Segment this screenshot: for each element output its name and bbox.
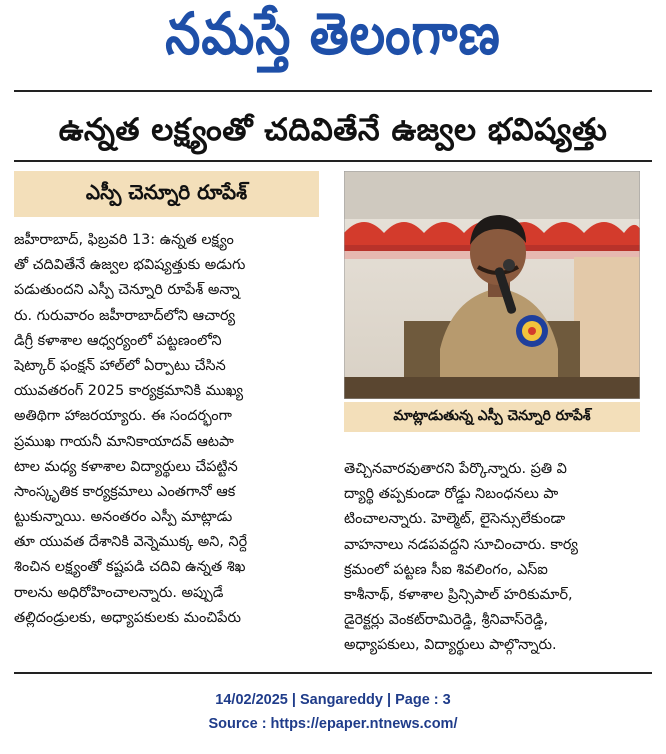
body-line: యువతరంగ్ 2025 కార్యక్రమానికి ముఖ్య xyxy=(14,383,244,400)
body-line: శించిన లక్ష్యంతో కష్టపడి చదివి ఉన్నత శిఖ xyxy=(14,559,246,576)
headline-rule xyxy=(14,160,652,162)
body-line: ప్రముఖ గాయనీ మానికాయాదవ్ ఆటపా xyxy=(14,433,234,450)
article-photo xyxy=(344,171,640,399)
body-line: తో చదివితేనే ఉజ్వల భవిష్యత్తుకు అడుగు xyxy=(14,257,246,274)
footer-date-edition: 14/02/2025 | Sangareddy | Page : 3 xyxy=(215,692,451,708)
body-line: వాహనాలు నడపవద్దని సూచించారు. కార్య xyxy=(344,536,578,553)
body-line: సాంస్కృతిక కార్యక్రమాలు ఎంతగానో ఆక xyxy=(14,483,236,500)
body-line: కాశీనాథ్, కళాశాల ప్రిన్సిపాల్ హరికుమార్, xyxy=(344,586,573,603)
body-line: క్రమంలో పట్టణ సీఐ శివలింగం, ఎస్ఐ xyxy=(344,561,548,578)
body-line: అతిథిగా హాజరయ్యారు. ఈ సందర్భంగా xyxy=(14,408,232,425)
body-line: జహీరాబాద్, ఫిబ్రవరి 13: ఉన్నత లక్ష్యం xyxy=(14,232,234,248)
body-line: తూ యువత దేశానికి వెన్నెముక్క అని, నిర్దే xyxy=(14,534,248,551)
footer-source: Source : https://epaper.ntnews.com/ xyxy=(208,716,458,732)
masthead-title: నమస్తే తెలంగాణ xyxy=(165,0,501,68)
headline: ఉన్నత లక్ష్యంతో చదివితేనే ఉజ్వల భవిష్యత్తు xyxy=(58,112,608,148)
masthead xyxy=(0,0,666,82)
top-rule xyxy=(14,90,652,92)
body-line: టాల మధ్య కళాశాల విద్యార్థులు చేపట్టిన xyxy=(14,458,238,475)
body-line: డిగ్రీ కళాశాల ఆధ్వర్యంలో పట్టణంలోని xyxy=(14,332,222,349)
body-line: రాలను అధిరోహించాలన్నారు. అప్పుడే xyxy=(14,584,224,601)
right-column xyxy=(344,457,654,659)
body-line: ద్యార్థి తప్పకుండా రోడ్డు నిబంధనలు పా xyxy=(344,486,559,503)
body-line: టించాలన్నారు. హెల్మెట్, లైసెన్సులేకుండా xyxy=(344,511,566,528)
body-line: డైరెక్టర్లు వెంకట్‌రామిరెడ్డి, శ్రీనివాస్‌రెడ్డి, xyxy=(344,612,549,629)
body-line: షెట్కార్ ఫంక్షన్ హాల్‌లో ఏర్పాటు చేసిన xyxy=(14,357,226,374)
body-line: అధ్యాపకులు, విద్యార్థులు పాల్గొన్నారు. xyxy=(344,637,557,654)
body-line: పడుతుందని ఎస్పీ చెన్నూరి రూపేశ్ అన్నా xyxy=(14,282,240,299)
left-column xyxy=(14,228,320,631)
byline: ఎస్పీ చెన్నూరి రూపేశ్ xyxy=(14,171,319,217)
speaker-photo-illustration xyxy=(344,171,640,399)
photo-caption: మాట్లాడుతున్న ఎస్పీ చెన్నూరి రూపేశ్ xyxy=(344,402,640,432)
body-line: తల్లిదండ్రులకు, అధ్యాపకులకు మంచిపేరు xyxy=(14,609,242,626)
bottom-rule xyxy=(14,672,652,674)
body-line: ట్టుకున్నాయి. అనంతరం ఎస్పీ మాట్లాడు xyxy=(14,509,233,526)
body-line: తెచ్చినవారవుతారని పేర్కొన్నారు. ప్రతి వి xyxy=(344,461,567,477)
body-line: రు. గురువారం జహీరాబాద్‌లోని ఆచార్య xyxy=(14,307,236,324)
